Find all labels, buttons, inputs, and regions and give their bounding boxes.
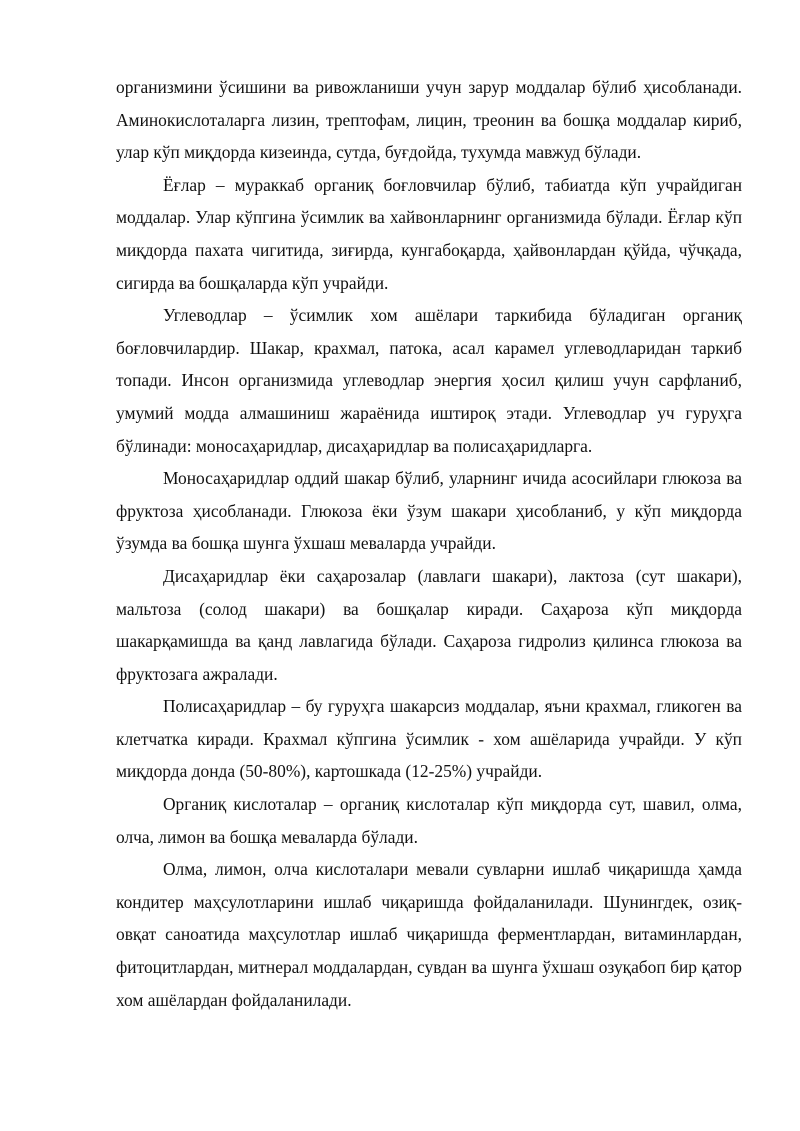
paragraph-acid-usage: Олма, лимон, олча кислоталари мевали сувларни ишлаб чиқаришда ҳамда кондитер маҳсулотларини ишлаб чиқаришда фойдаланилади. Шунингдек, озиқ-овқат саноатида маҳсулотлар ишлаб чиқаришда ферментлардан, витаминлардан, фитоцитлардан, митнерал моддалардан, сувдан ва шунга ўхшаш озуқабоп бир қатор хом ашёлардан фойдаланилади. (116, 859, 742, 1010)
paragraph-amino-acids-continued: организмини ўсишини ва ривожланиши учун зарур моддалар бўлиб ҳисобланади. Аминокислоталарга лизин, трептофам, лицин, треонин ва бошқа моддалар кириб, улар кўп миқдорда кизеинда, сутда, буғдойда, тухумда мавжуд бўлади. (116, 77, 742, 163)
document-page (116, 71, 742, 1016)
paragraph-polysaccharides: Полисаҳаридлар – бу гуруҳга шакарсиз моддалар, яъни крахмал, гликоген ва клетчатка киради. Крахмал кўпгина ўсимлик - хом ашёларида учрайди. У кўп миқдорда донда (50-80%), картошкада (12-25%) учрайди. (116, 696, 742, 782)
paragraph-fats: Ёғлар – мураккаб органиқ боғловчилар бўлиб, табиатда кўп учрайдиган моддалар. Улар кўпгина ўсимлик ва хайвонларнинг организмида бўлади. Ёғлар кўп миқдорда пахата чигитида, зиғирда, кунгабоқарда, ҳайвонлардан қўйда, чўчқада, сигирда ва бошқаларда кўп учрайди. (116, 174, 742, 293)
paragraph-organic-acids: Органиқ кислоталар – органиқ кислоталар кўп миқдорда сут, шавил, олма, олча, лимон ва бошқа меваларда бўлади. (116, 794, 742, 847)
paragraph-disaccharides: Дисаҳаридлар ёки саҳарозалар (лавлаги шакари), лактоза (сут шакари), мальтоза (солод шакари) ва бошқалар киради. Саҳароза кўп миқдорда шакарқамишда ва қанд лавлагида бўлади. Саҳароза гидролиз қилинса глюкоза ва фруктозага ажралади. (116, 565, 742, 684)
paragraph-carbohydrates: Углеводлар – ўсимлик хом ашёлари таркибида бўладиган органиқ боғловчилардир. Шакар, крахмал, патока, асал карамел углеводларидан таркиб топади. Инсон организмида углеводлар энергия ҳосил қилиш учун сарфланиб, умумий модда алмашиниш жараёнида иштироқ этади. Углеводлар уч гуруҳга бўлинади: моносаҳаридлар, дисаҳаридлар ва полисаҳаридларга. (116, 305, 742, 456)
paragraph-monosaccharides: Моносаҳаридлар оддий шакар бўлиб, уларнинг ичида асосийлари глюкоза ва фруктоза ҳисобланади. Глюкоза ёки ўзум шакари ҳисобланиб, у кўп миқдорда ўзумда ва бошқа шунга ўхшаш меваларда учрайди. (116, 468, 742, 554)
